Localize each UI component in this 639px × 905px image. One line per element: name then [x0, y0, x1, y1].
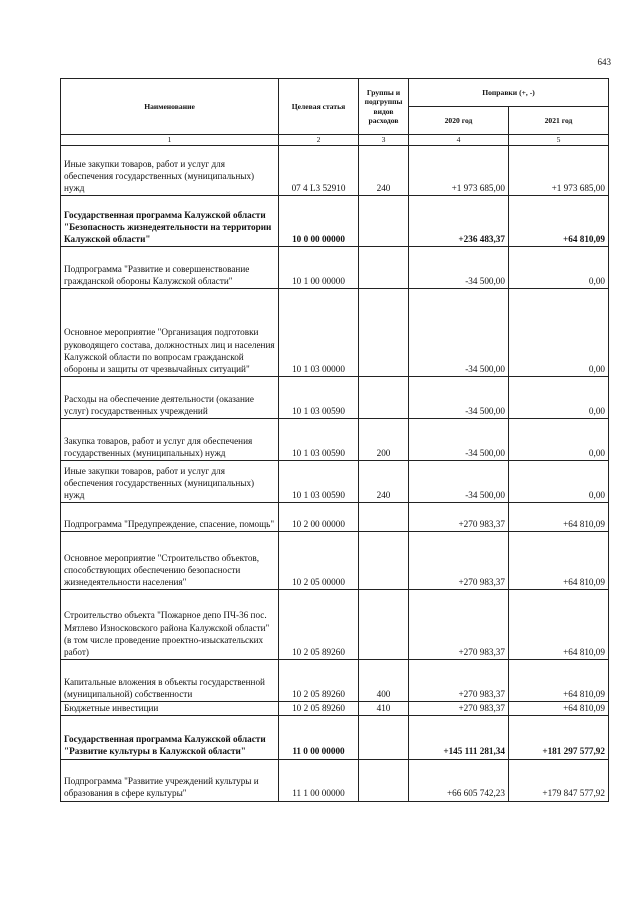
row-target-code: 10 1 03 00000 — [279, 289, 359, 377]
row-value-2020: +270 983,37 — [409, 590, 509, 660]
row-name: Основное мероприятие "Строительство объектов, способствующих обеспечению безопасности жизнедеятельности населения" — [61, 532, 279, 590]
row-name: Бюджетные инвестиции — [61, 702, 279, 716]
page-number: 643 — [597, 57, 611, 67]
row-group-code: 200 — [359, 419, 409, 461]
row-group-code — [359, 247, 409, 289]
table-row — [61, 702, 609, 716]
row-name: Государственная программа Калужской области "Развитие культуры в Калужской области" — [61, 715, 279, 759]
col-number: 4 — [409, 135, 509, 146]
row-target-code: 10 2 05 89260 — [279, 702, 359, 716]
row-value-2021: 0,00 — [509, 247, 609, 289]
row-value-2021: 0,00 — [509, 377, 609, 419]
row-group-code — [359, 377, 409, 419]
table-row — [61, 289, 609, 377]
row-name: Основное мероприятие "Организация подготовки руководящего состава, должностных лиц и населения Калужской области по вопросам гражданской обороны и защиты от чрезвычайных ситуаций" — [61, 289, 279, 377]
row-target-code: 11 1 00 00000 — [279, 759, 359, 801]
row-value-2020: +270 983,37 — [409, 702, 509, 716]
row-value-2020: -34 500,00 — [409, 419, 509, 461]
col-header-name: Наименование — [61, 79, 279, 135]
table-row — [61, 590, 609, 660]
row-value-2021: +64 810,09 — [509, 702, 609, 716]
row-target-code: 10 2 05 89260 — [279, 660, 359, 702]
table-row — [61, 377, 609, 419]
row-group-code — [359, 759, 409, 801]
row-name: Иные закупки товаров, работ и услуг для обеспечения государственных (муниципальных) нужд — [61, 461, 279, 503]
row-value-2021: 0,00 — [509, 461, 609, 503]
col-header-target: Целевая статья — [279, 79, 359, 135]
row-target-code: 10 2 05 00000 — [279, 532, 359, 590]
row-value-2021: +64 810,09 — [509, 532, 609, 590]
col-number: 5 — [509, 135, 609, 146]
row-target-code: 10 1 03 00590 — [279, 419, 359, 461]
row-value-2021: +181 297 577,92 — [509, 715, 609, 759]
row-value-2020: +270 983,37 — [409, 660, 509, 702]
row-value-2021: +64 810,09 — [509, 590, 609, 660]
row-name: Строительство объекта "Пожарное депо ПЧ-36 пос. Мятлево Износковского района Калужской области" (в том числе проведение проектно-изыскательских работ) — [61, 590, 279, 660]
col-header-amendments: Поправки (+, -) — [409, 79, 609, 107]
row-value-2020: +236 483,37 — [409, 196, 509, 247]
row-group-code — [359, 503, 409, 532]
row-name: Иные закупки товаров, работ и услуг для обеспечения государственных (муниципальных) нужд — [61, 146, 279, 196]
row-name: Подпрограмма "Предупреждение, спасение, помощь" — [61, 503, 279, 532]
row-group-code: 400 — [359, 660, 409, 702]
budget-amendments-table — [60, 78, 609, 802]
row-name: Подпрограмма "Развитие учреждений культуры и образования в сфере культуры" — [61, 759, 279, 801]
col-number: 2 — [279, 135, 359, 146]
table-row — [61, 419, 609, 461]
row-target-code: 10 1 03 00590 — [279, 377, 359, 419]
row-value-2021: 0,00 — [509, 419, 609, 461]
row-group-code — [359, 289, 409, 377]
row-target-code: 07 4 L3 52910 — [279, 146, 359, 196]
row-target-code: 10 2 05 89260 — [279, 590, 359, 660]
table-row — [61, 247, 609, 289]
row-value-2020: +66 605 742,23 — [409, 759, 509, 801]
row-name: Подпрограмма "Развитие и совершенствование гражданской обороны Калужской области" — [61, 247, 279, 289]
row-group-code — [359, 590, 409, 660]
table-row — [61, 660, 609, 702]
col-header-2020: 2020 год — [409, 107, 509, 135]
row-target-code: 10 1 03 00590 — [279, 461, 359, 503]
row-target-code: 10 1 00 00000 — [279, 247, 359, 289]
row-value-2021: +179 847 577,92 — [509, 759, 609, 801]
table-row — [61, 146, 609, 196]
row-target-code: 10 2 00 00000 — [279, 503, 359, 532]
table-row — [61, 759, 609, 801]
col-header-2021: 2021 год — [509, 107, 609, 135]
row-target-code: 10 0 00 00000 — [279, 196, 359, 247]
row-group-code — [359, 196, 409, 247]
row-value-2020: -34 500,00 — [409, 461, 509, 503]
table-row — [61, 532, 609, 590]
row-group-code — [359, 532, 409, 590]
row-target-code: 11 0 00 00000 — [279, 715, 359, 759]
row-group-code — [359, 715, 409, 759]
table-row — [61, 461, 609, 503]
row-value-2020: -34 500,00 — [409, 289, 509, 377]
row-value-2020: +1 973 685,00 — [409, 146, 509, 196]
row-value-2021: +64 810,09 — [509, 196, 609, 247]
table-row — [61, 715, 609, 759]
row-value-2021: +64 810,09 — [509, 503, 609, 532]
row-name: Капитальные вложения в объекты государственной (муниципальной) собственности — [61, 660, 279, 702]
row-value-2020: -34 500,00 — [409, 377, 509, 419]
row-value-2021: 0,00 — [509, 289, 609, 377]
row-value-2021: +1 973 685,00 — [509, 146, 609, 196]
col-number: 1 — [61, 135, 279, 146]
table-row — [61, 503, 609, 532]
row-name: Закупка товаров, работ и услуг для обеспечения государственных (муниципальных) нужд — [61, 419, 279, 461]
row-name: Государственная программа Калужской области "Безопасность жизнедеятельности на территории Калужской области" — [61, 196, 279, 247]
row-name: Расходы на обеспечение деятельности (оказание услуг) государственных учреждений — [61, 377, 279, 419]
row-value-2020: +270 983,37 — [409, 532, 509, 590]
row-group-code: 240 — [359, 146, 409, 196]
row-value-2020: +270 983,37 — [409, 503, 509, 532]
row-value-2020: +145 111 281,34 — [409, 715, 509, 759]
table-row — [61, 196, 609, 247]
col-number: 3 — [359, 135, 409, 146]
row-group-code: 240 — [359, 461, 409, 503]
row-group-code: 410 — [359, 702, 409, 716]
row-value-2021: +64 810,09 — [509, 660, 609, 702]
col-header-group: Группы и подгруппы видов расходов — [359, 79, 409, 135]
row-value-2020: -34 500,00 — [409, 247, 509, 289]
